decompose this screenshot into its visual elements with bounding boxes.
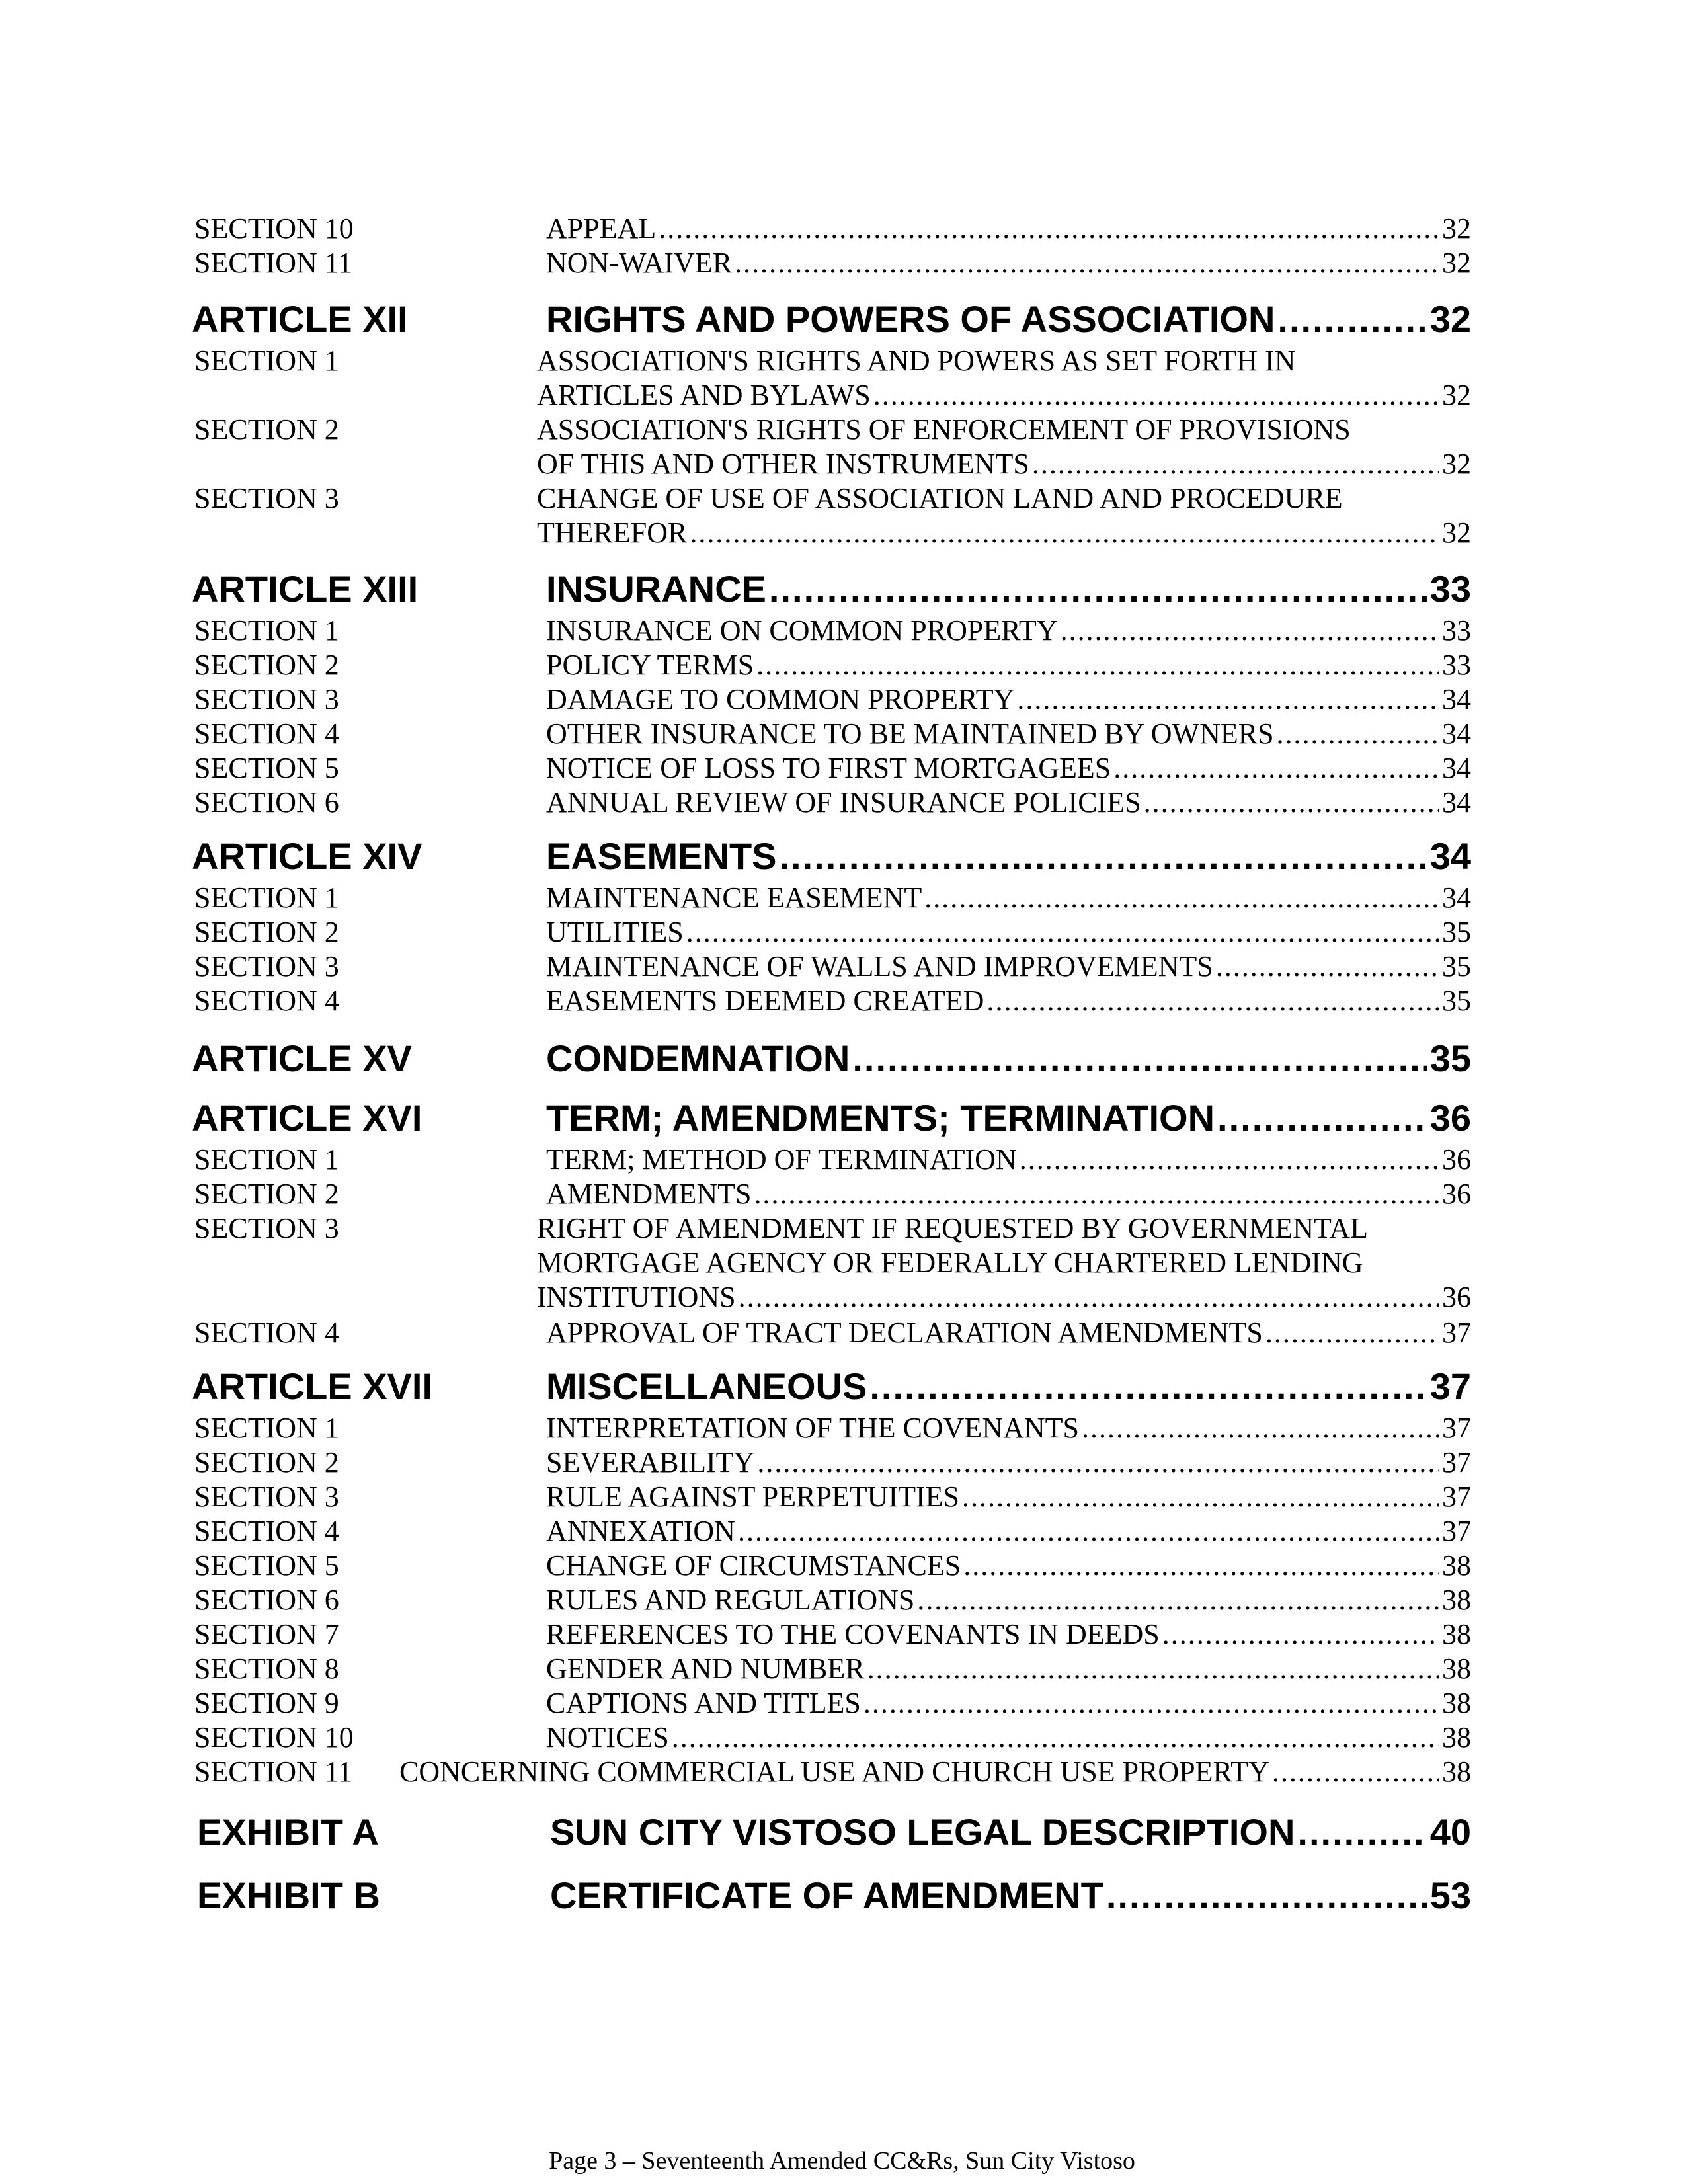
entry-title: GENDER AND NUMBER ..... 38 (546, 1652, 1471, 1685)
entry-title: CAPTIONS AND TITLES ..... 38 (546, 1686, 1471, 1720)
page-number: 35 (1442, 950, 1471, 983)
entry-label: SECTION 2 (194, 413, 339, 446)
entry-label: SECTION 1 (194, 1412, 339, 1444)
article-label: ARTICLE XV (192, 1037, 412, 1079)
entry-title: TERM; METHOD OF TERMINATION ..... 36 (546, 1143, 1471, 1176)
entry-label: SECTION 4 (194, 717, 339, 750)
entry-label: SECTION 10 (194, 1721, 354, 1754)
entry-title-line: MORTGAGE AGENCY OR FEDERALLY CHARTERED LENDING (537, 1246, 1363, 1279)
page-number: 34 (1442, 752, 1471, 784)
entry-label: SECTION 8 (194, 1652, 339, 1685)
entry-title: INSTITUTIONS ..... 36 (537, 1280, 1471, 1314)
entry-label: SECTION 3 (194, 1212, 339, 1244)
page-number: 32 (1442, 379, 1471, 411)
entry-label: SECTION 11 (194, 247, 353, 279)
entry-title-line: ASSOCIATION'S RIGHTS AND POWERS AS SET FORTH IN (537, 344, 1296, 377)
entry-label: SECTION 4 (194, 1515, 339, 1547)
entry-title: RULES AND REGULATIONS ..... 38 (546, 1583, 1471, 1617)
page-number: 38 (1442, 1618, 1471, 1650)
page-number: 38 (1442, 1687, 1471, 1719)
entry-label: SECTION 3 (194, 482, 339, 514)
entry-title: CHANGE OF CIRCUMSTANCES ..... 38 (546, 1549, 1471, 1582)
entry-label: SECTION 1 (194, 881, 339, 914)
page-number: 34 (1442, 717, 1471, 750)
entry-title-line: CHANGE OF USE OF ASSOCIATION LAND AND PROCEDURE (537, 482, 1343, 514)
entry-label: SECTION 9 (194, 1687, 339, 1719)
page-number: 38 (1442, 1652, 1471, 1685)
page-number: 36 (1442, 1178, 1471, 1210)
entry-title: EASEMENTS DEEMED CREATED ..... 35 (546, 984, 1471, 1018)
entry-title: APPEAL ..... 32 (546, 212, 1471, 245)
page-footer: Page 3 – Seventeenth Amended CC&Rs, Sun City Vistoso (549, 2147, 1135, 2175)
entry-title: ANNUAL REVIEW OF INSURANCE POLICIES ..... 34 (546, 786, 1471, 819)
entry-label: SECTION 5 (194, 1549, 339, 1582)
page-number: 36 (1442, 1143, 1471, 1176)
entry-title: DAMAGE TO COMMON PROPERTY ..... 34 (546, 682, 1471, 716)
entry-title: OF THIS AND OTHER INSTRUMENTS ..... 32 (537, 447, 1471, 481)
article-label: ARTICLE XII (192, 298, 408, 340)
entry-label: SECTION 5 (194, 752, 339, 784)
page-number: 38 (1442, 1549, 1471, 1582)
entry-label: SECTION 1 (194, 614, 339, 647)
entry-title: SEVERABILITY ..... 37 (546, 1445, 1471, 1479)
page-number: 53 (1429, 1875, 1471, 1916)
exhibit-title: CERTIFICATE OF AMENDMENT ..... 53 (550, 1874, 1471, 1917)
entry-label: SECTION 3 (194, 950, 339, 983)
page-number: 35 (1442, 916, 1471, 948)
article-title: MISCELLANEOUS ..... 37 (546, 1365, 1471, 1408)
page-number: 37 (1442, 1480, 1471, 1513)
entry-title: APPROVAL OF TRACT DECLARATION AMENDMENTS ..... 37 (546, 1316, 1471, 1350)
entry-title: NOTICE OF LOSS TO FIRST MORTGAGEES ..... 34 (546, 751, 1471, 785)
page-number: 37 (1442, 1446, 1471, 1478)
page-number: 33 (1442, 614, 1471, 647)
page-number: 37 (1442, 1515, 1471, 1547)
page-number: 37 (1429, 1365, 1471, 1407)
entry-title: MAINTENANCE EASEMENT ..... 34 (546, 881, 1471, 914)
article-title: TERM; AMENDMENTS; TERMINATION ..... 36 (546, 1096, 1471, 1139)
page-number: 36 (1429, 1097, 1471, 1139)
entry-label: SECTION 4 (194, 985, 339, 1017)
page-number: 34 (1442, 683, 1471, 715)
entry-label: SECTION 3 (194, 683, 339, 715)
entry-label: SECTION 3 (194, 1480, 339, 1513)
exhibit-label: EXHIBIT A (197, 1811, 379, 1853)
entry-title-line: ASSOCIATION'S RIGHTS OF ENFORCEMENT OF PROVISIONS (537, 413, 1351, 446)
entry-title: RULE AGAINST PERPETUITIES ..... 37 (546, 1480, 1471, 1514)
article-title: EASEMENTS ..... 34 (546, 834, 1471, 877)
entry-label: SECTION 4 (194, 1316, 339, 1349)
page-number: 40 (1429, 1811, 1471, 1853)
entry-title: POLICY TERMS ..... 33 (546, 648, 1471, 682)
article-label: ARTICLE XIV (192, 835, 422, 877)
entry-title: MAINTENANCE OF WALLS AND IMPROVEMENTS ..... 35 (546, 950, 1471, 983)
page-number: 34 (1442, 881, 1471, 914)
article-label: ARTICLE XIII (192, 568, 419, 610)
page-number: 32 (1442, 212, 1471, 245)
entry-title: INTERPRETATION OF THE COVENANTS ..... 37 (546, 1411, 1471, 1445)
page-number: 32 (1442, 247, 1471, 279)
entry-title: OTHER INSURANCE TO BE MAINTAINED BY OWNERS ..... 34 (546, 717, 1471, 750)
entry-title: ANNEXATION ..... 37 (546, 1514, 1471, 1548)
entry-title: UTILITIES ..... 35 (546, 915, 1471, 949)
page-number: 33 (1442, 649, 1471, 681)
entry-title: REFERENCES TO THE COVENANTS IN DEEDS ..... 38 (546, 1617, 1471, 1651)
page-number: 38 (1442, 1756, 1471, 1788)
entry-title: INSURANCE ON COMMON PROPERTY ..... 33 (546, 614, 1471, 647)
page-number: 32 (1442, 516, 1471, 549)
page-number: 38 (1442, 1584, 1471, 1616)
page-number: 33 (1429, 568, 1471, 610)
entry-label: SECTION 2 (194, 1178, 339, 1210)
entry-title: THEREFOR ..... 32 (537, 516, 1471, 549)
entry-label: SECTION 2 (194, 916, 339, 948)
entry-title: CONCERNING COMMERCIAL USE AND CHURCH USE PROPERTY ..... 38 (399, 1755, 1471, 1789)
entry-label: SECTION 10 (194, 212, 354, 245)
entry-label: SECTION 11 (194, 1756, 353, 1788)
entry-title: NON-WAIVER ..... 32 (546, 246, 1471, 280)
entry-label: SECTION 6 (194, 1584, 339, 1616)
article-title: INSURANCE ..... 33 (546, 567, 1471, 610)
entry-title: ARTICLES AND BYLAWS ..... 32 (537, 378, 1471, 412)
page-number: 34 (1442, 786, 1471, 819)
entry-label: SECTION 2 (194, 649, 339, 681)
page-number: 32 (1442, 448, 1471, 480)
exhibit-title: SUN CITY VISTOSO LEGAL DESCRIPTION ..... 40 (550, 1810, 1471, 1853)
entry-label: SECTION 1 (194, 1143, 339, 1176)
exhibit-label: EXHIBIT B (197, 1875, 380, 1916)
page-number: 37 (1442, 1412, 1471, 1444)
entry-title-line: RIGHT OF AMENDMENT IF REQUESTED BY GOVERNMENTAL (537, 1212, 1369, 1244)
entry-label: SECTION 2 (194, 1446, 339, 1478)
article-label: ARTICLE XVI (192, 1097, 422, 1139)
page-number: 36 (1442, 1281, 1471, 1313)
page-number: 37 (1442, 1316, 1471, 1349)
entry-label: SECTION 7 (194, 1618, 339, 1650)
page-number: 34 (1429, 835, 1471, 877)
article-title: RIGHTS AND POWERS OF ASSOCIATION ..... 32 (546, 298, 1471, 341)
article-label: ARTICLE XVII (192, 1365, 433, 1407)
page-number: 35 (1429, 1037, 1471, 1079)
entry-title: NOTICES ..... 38 (546, 1720, 1471, 1754)
page-number: 35 (1442, 985, 1471, 1017)
page-number: 32 (1429, 298, 1471, 340)
page-number: 38 (1442, 1721, 1471, 1754)
entry-title: AMENDMENTS ..... 36 (546, 1177, 1471, 1211)
entry-label: SECTION 1 (194, 344, 339, 377)
entry-label: SECTION 6 (194, 786, 339, 819)
article-title: CONDEMNATION ..... 35 (546, 1037, 1471, 1080)
